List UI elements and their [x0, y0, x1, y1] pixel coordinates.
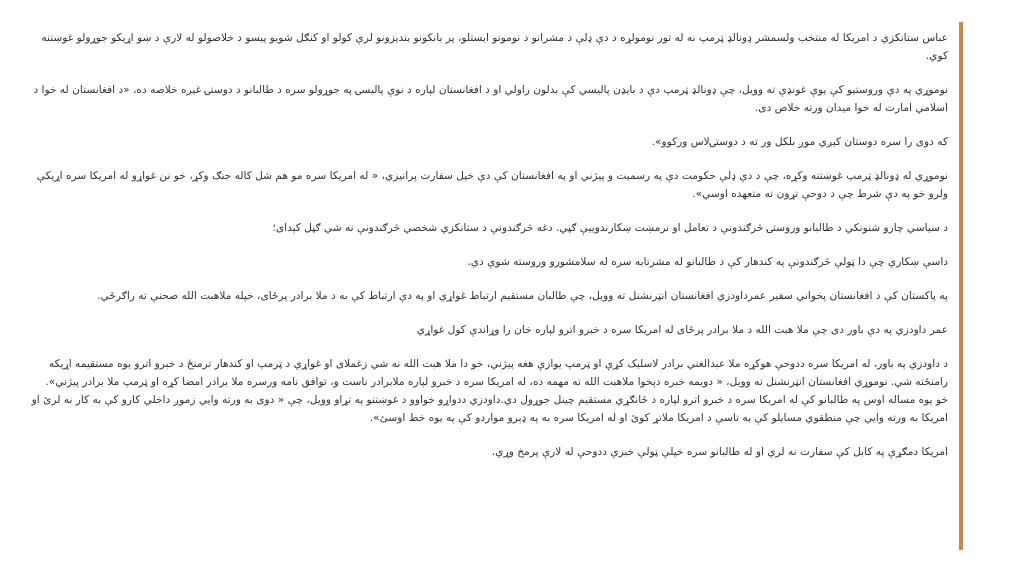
paragraph: عمر داودزي په دې باور دی چې ملا هبت الله د ملا برادر پرځای له امریکا سره د خبرو اترو لپاره خان را وړاندې کول غواړي — [416, 324, 948, 336]
paragraph: داسې ښکاري چې دا ټولې څرګندونې په کندهار کې د طالبانو له مشرتابه سره له سلامشورو وروسته شوې دي. — [467, 256, 948, 268]
paragraph: که دوی را سره دوستان کیږي موږ بلکل ور ته د دوستۍلاس ورکوو». — [651, 136, 948, 148]
paragraph: خو یوه مساله اوس په طالبانو کې له امریکا سره د خبرو اترو لپاره د ځانګړي مستقیم چینل جوړول دي.داودزي ددواړو خواوو د غوښتنو په تړاو وویل، چې « دوی به ورته وایي زموږ داخلي کارو کې به کار نه لرئ او امریکا به ورته وایي چې منطقوي مسایلو کې به تاسې د امریکا ملاتړ کوئ او له امریکا سره به په ډېرو مواردو کې په یوه خط اوسئ». — [31, 394, 948, 424]
paragraph: امریکا دمګړې په کابل کې سفارت نه لري او له طالبانو سره خپلې ټولې خبرې ددوحې له لارې پرمخ وړي. — [491, 446, 948, 458]
article-body — [24, 29, 948, 477]
paragraph: عباس ستانکزي د امریکا له منتخب ولسمشر ډونالډ ټرمپ نه له تور نومولړه د دې ډلې د مشرانو د نومونو ایستلو، پر بانکونو بندیزونو لرې کولو او کنګل شویو پیسو د خلاصولو له لارې د ښو اړیکو جوړولو غوښتنه کوي. — [41, 32, 948, 62]
accent-bar — [959, 22, 963, 550]
paragraph: د سیاسي چارو شنونکي د طالبانو وروستۍ څرګندونې د تعامل او نرمښت ښکارندوییې ګڼي. دغه څرګندونې د ستانکزي شخصي څرګندونې نه شي ګڼل کېدای؛ — [272, 222, 948, 234]
paragraph: نوموړي له ډونالډ ټرمپ غوښتنه وکړه، چې د دې ډلې حکومت دې په رسمیت و پیژني او په افغانستان کې دې خپل سفارت پرانیزي، « له امریکا سره مو هم شل کاله جنګ وکړ، خو نن غواړو له امریکا سره اړیکې ولرو خو په دې شرط چې د دوحې تړون ته متعهده اوسي». — [36, 170, 948, 200]
paragraph: د داودزي په باور، له امریکا سره ددوحې هوکړه ملا عبدالغني برادر لاسلیک کړې او ټرمپ یوازې هغه پیژني، خو دا ملا هبت الله نه شي زغملای او غواړي د ټرمپ او کندهار ترمنځ د خبرو اترو یوه مستقیمه اړیکه رامنځته شي. نوموړي افغانستان انټرنشنل ته وویل، « دویمه خبره دېخوا ملاهبت الله ته مهمه ده، له امریکا سره د خبرو لپاره ملابرادر ناست و، توافق نامه ورسره ملا برادر امضا کړه او ټرمپ ملا برادر پیژني». — [45, 358, 948, 388]
paragraph: نوموړي په دې وروستیو کې یوې غونډې ته وویل، چې ډونالډ ټرمپ دې د بایډن پالیسي کې بدلون راولي او د افغانستان لپاره د نوې پالیسۍ په جوړولو سره د طالبانو د دوستۍ غیږه خلاصه ده، «د افغانستان له خوا د اسلامي امارت له خوا میدان ورته خلاص دی. — [33, 84, 948, 114]
paragraph: په پاکستان کې د افغانستان پخواني سفیر عمرداودزي افغانستان انټرنشنل ته وویل، چې طالبان مستقیم ارتباط غواړي او په دې ارتباط کې به د ملا برادر پرځای، خپله ملاهبت الله صحنې ته راګرځي. — [97, 290, 948, 302]
